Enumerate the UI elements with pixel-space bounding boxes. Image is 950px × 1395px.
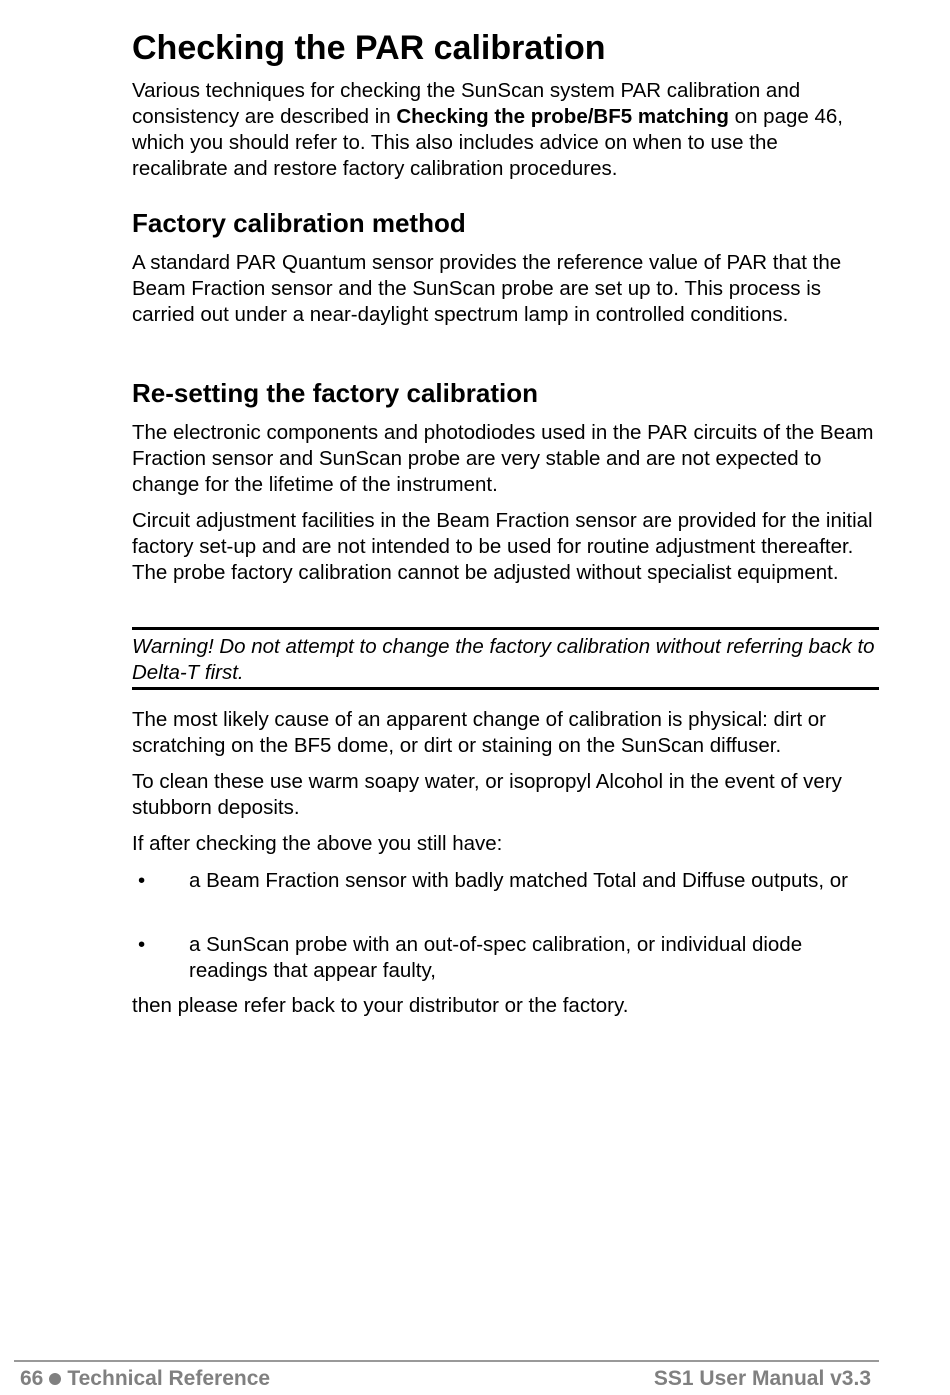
list-item-text: a Beam Fraction sensor with badly matched Total and Diffuse outputs, or [189, 869, 849, 892]
warning-box: Warning! Do not attempt to change the factory calibration without referring back to Delta-T first. [132, 627, 879, 690]
list-item-text: a SunScan probe with an out-of-spec calibration, or individual diode readings that appear faulty, [189, 933, 803, 982]
heading-factory-calibration-method: Factory calibration method [132, 208, 466, 238]
heading-resetting-factory-calibration: Re-setting the factory calibration [132, 378, 538, 408]
resetting-paragraph-2: Circuit adjustment facilities in the Beam Fraction sensor are provided for the initial factory set-up and are not intended to be used for routine adjustment thereafter. The probe factory calibration cannot be adjusted without specialist equipment. [132, 509, 873, 584]
cross-reference-link: Checking the probe/BF5 matching [396, 105, 729, 128]
footer-divider [14, 1360, 879, 1362]
bullet-dot-icon [49, 1373, 61, 1385]
cleaning-paragraph: To clean these use warm soapy water, or isopropyl Alcohol in the event of very stubborn deposits. [132, 770, 842, 819]
intro-text-after: on page 46, which you should refer to. This also includes advice on when to use the recalibrate and restore factory calibration procedures. [132, 105, 843, 180]
bullet-icon: • [138, 933, 146, 956]
footer-manual-title: SS1 User Manual v3.3 [653, 1367, 871, 1390]
footer-page-number: 66 [20, 1367, 44, 1390]
page-title: Checking the PAR calibration [132, 29, 606, 67]
factory-method-paragraph: A standard PAR Quantum sensor provides the reference value of PAR that the Beam Fraction sensor and the SunScan probe are set up to. This process is carried out under a near-daylight spectrum lamp in controlled conditions. [132, 251, 842, 326]
bullet-icon: • [138, 869, 146, 892]
closing-paragraph: then please refer back to your distributor or the factory. [132, 994, 629, 1017]
cause-paragraph: The most likely cause of an apparent change of calibration is physical: dirt or scratching on the BF5 dome, or dirt or staining on the SunScan diffuser. [132, 708, 826, 757]
intro-paragraph [132, 78, 879, 182]
if-after-paragraph: If after checking the above you still have: [132, 832, 503, 855]
footer-left [20, 1366, 270, 1392]
intro-text-before: Various techniques for checking the SunScan system PAR calibration and consistency are described in [132, 79, 801, 128]
footer-section: Technical Reference [67, 1367, 271, 1390]
resetting-paragraph-1: The electronic components and photodiodes used in the PAR circuits of the Beam Fraction sensor and SunScan probe are very stable and are not expected to change for the lifetime of the instrument. [132, 421, 874, 496]
